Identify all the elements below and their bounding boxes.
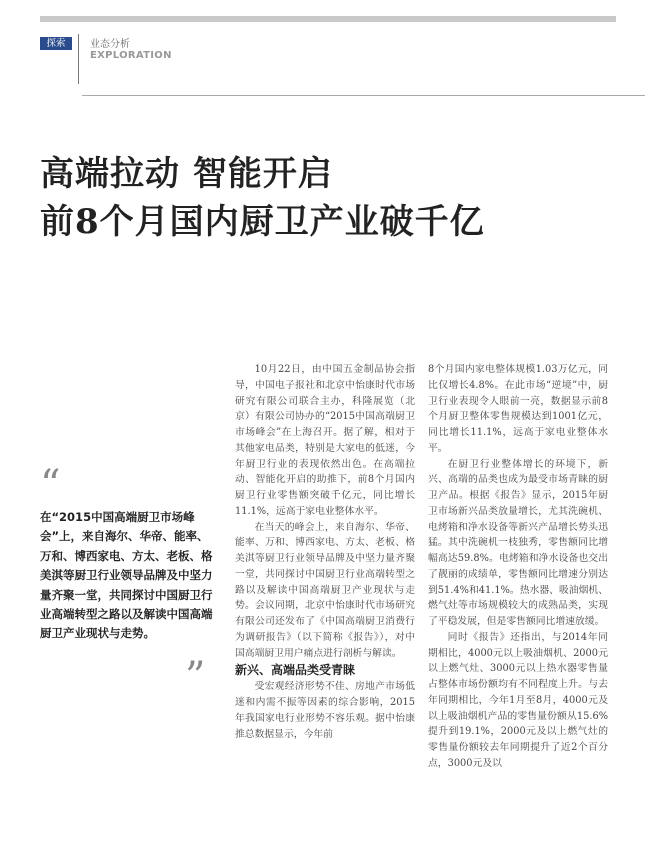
quote-close-mark: ” <box>185 654 206 700</box>
section-name-cn: 业态分析 <box>90 39 130 50</box>
paragraph: 同时《报告》还指出，与2014年同期相比，4000元以上吸油烟机、2000元以上燃气灶、3000元以上热水器零售量占整体市场份额均有不同程度上升。与去年同期相比，今年1月至8月，4000元及以上吸油烟机产品的零售量份额从15.6%提升到19.1%，2000元及以上燃气灶的零售量份额较去年同期提升了近2个百分点，3000元及以 <box>428 631 608 769</box>
section-subheading: 新兴、高端品类受青睐 <box>235 663 356 678</box>
article-title <box>40 150 485 246</box>
section-tag: 探索 <box>40 37 72 50</box>
top-color-bar <box>40 16 616 22</box>
quote-open-mark: “ <box>40 462 61 508</box>
paragraph: 在厨卫行业整体增长的环境下，新兴、高端的品类也成为最受市场青睐的厨卫产品。根据《报告》显示，2015年厨卫市场新兴品类放量增长，尤其洗碗机、电烤箱和净水设备等新兴产品增长势头迅猛。其中洗碗机一枝独秀，零售额同比增幅高达59.8%。电烤箱和净水设备也交出了靓丽的成绩单，零售额同比增速分别达到51.4%和41.1%。热水器、吸油烟机、燃气灶等市场规模较大的成熟品类，实现了平稳发展，但是零售额同比增速放缓。 <box>428 458 608 627</box>
title-line-1: 高端拉动 智能开启 <box>40 154 333 194</box>
section-name-en: EXPLORATION <box>90 50 172 61</box>
paragraph: 在当天的峰会上，来自海尔、华帝、能率、万和、博西家电、方太、老板、格美淇等厨卫行业领导品牌及中坚力量齐聚一堂，共同探讨中国厨卫行业高端转型之路以及解读中国高端厨卫产业现状与走势。会议同期，北京中怡康时代市场研究有限公司还发布了《中国高端厨卫消费行为调研报告》（以下简称《报告》），对中国高端厨卫用户痛点进行剖析与解读。 <box>235 521 415 659</box>
header-rule <box>82 95 645 96</box>
paragraph: 受宏观经济形势不佳、房地产市场低迷和内需不振等因素的综合影响，2015年我国家电行业形势不容乐观。据中怡康推总数据显示，今年前 <box>235 681 415 740</box>
header-divider <box>78 34 79 84</box>
pull-quote: 在“2015中国高端厨卫市场峰会”上，来自海尔、华帝、能率、万和、博西家电、方太、老板、格美淇等厨卫行业领导品牌及中坚力量齐聚一堂，共同探讨中国厨卫行业高端转型之路以及解读中国高端厨卫产业现状与走势。 <box>40 510 213 641</box>
body-column-1 <box>235 362 415 742</box>
paragraph: 10月22日，由中国五金制品协会指导，中国电子报社和北京中怡康时代市场研究有限公司联合主办，科隆展览（北京）有限公司协办的“2015中国高端厨卫市场峰会”在上海召开。据了解，相对于其他家电品类，特别是大家电的低迷，今年厨卫行业的表现依然出色。在高端拉动、智能化开启的助推下，前8个月国内厨卫行业零售额突破千亿元，同比增长11.1%，远高于家电业整体水平。 <box>235 364 415 517</box>
body-column-2 <box>428 362 608 772</box>
title-line-2: 前8个月国内厨卫产业破千亿 <box>40 202 485 242</box>
paragraph: 8个月国内家电整体规模1.03万亿元，同比仅增长4.8%。在此市场“逆境”中，厨卫行业表现令人眼前一亮，数据显示前8个月厨卫整体零售规模达到1001亿元，同比增长11.1%，远高于家电业整体水平。 <box>428 364 608 454</box>
